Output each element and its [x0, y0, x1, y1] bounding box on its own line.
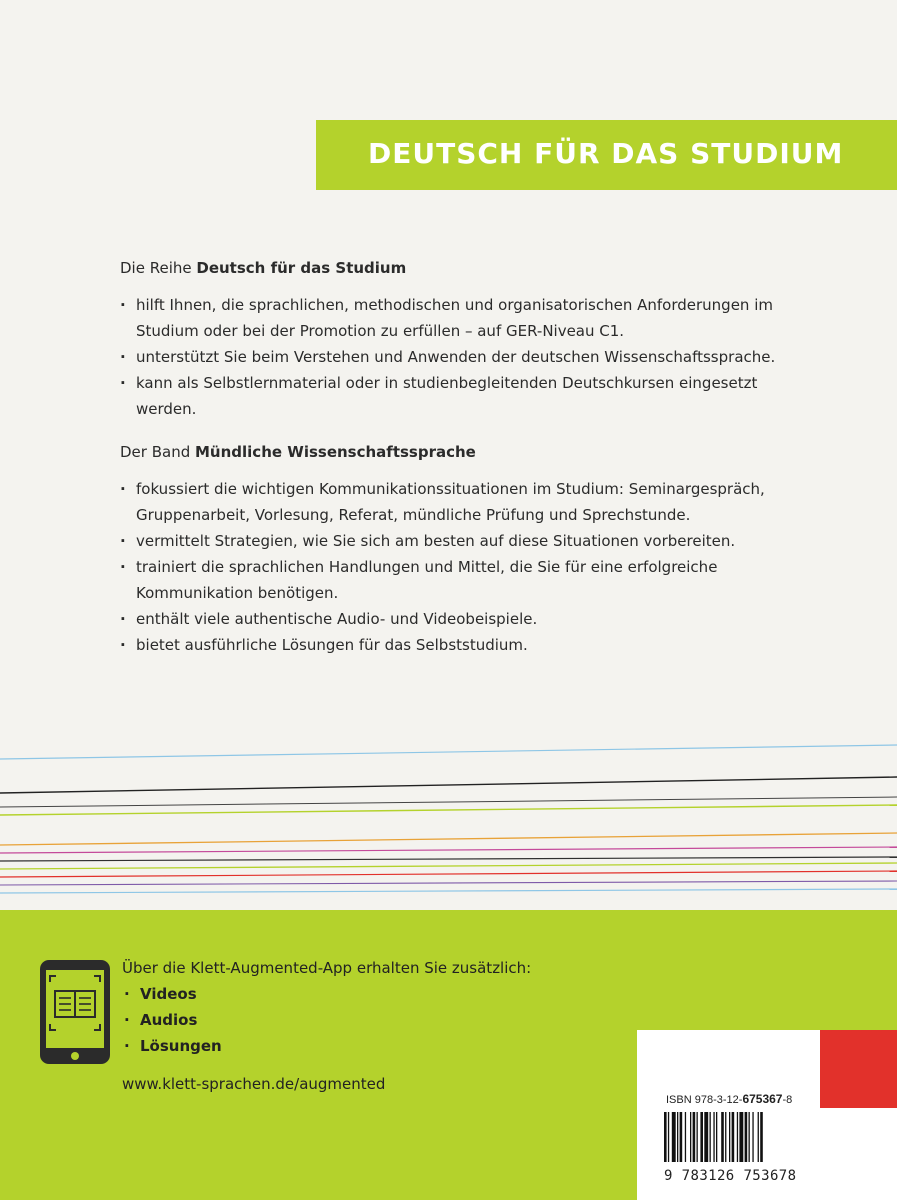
list-item: · bietet ausführliche Lösungen für das Selbststudium. [120, 632, 820, 658]
list-item: · unterstützt Sie beim Verstehen und Anwenden der deutschen Wissenschaftssprache. [120, 344, 820, 370]
red-corner-block [820, 1030, 897, 1108]
series-intro [120, 256, 820, 280]
list-item: · Lösungen [122, 1033, 531, 1059]
series-description [120, 256, 820, 422]
volume-intro [120, 440, 820, 464]
list-item: · fokussiert die wichtigen Kommunikationssituationen im Studium: Seminargespräch, Gruppenarbeit, Vorlesung, Referat, mündliche Prüfung und Sprechstunde. [120, 476, 820, 528]
isbn-label [666, 1092, 792, 1106]
app-url-link[interactable]: www.klett-sprachen.de/augmented [122, 1075, 386, 1093]
isbn-prefix: ISBN 978-3-12- [666, 1094, 743, 1106]
series-title: DEUTSCH FÜR DAS STUDIUM [368, 137, 844, 170]
list-item: · Videos [122, 981, 531, 1007]
list-item: · enthält viele authentische Audio- und Videobeispiele. [120, 606, 820, 632]
barcode-digits: 9 783126 753678 [664, 1168, 797, 1184]
volume-description [120, 440, 820, 658]
app-feature-list [122, 981, 531, 1059]
isbn-number: 675367 [742, 1092, 783, 1106]
list-item: · kann als Selbstlernmaterial oder in studienbegleitenden Deutschkursen eingesetzt werden. [120, 370, 820, 422]
list-item: · Audios [122, 1007, 531, 1033]
series-intro-prefix: Die Reihe [120, 259, 197, 277]
app-info [122, 955, 531, 1059]
list-item: · trainiert die sprachlichen Handlungen und Mittel, die Sie für eine erfolgreiche Kommunikation benötigen. [120, 554, 820, 606]
volume-intro-name: Mündliche Wissenschaftssprache [195, 443, 476, 461]
barcode-graphic [663, 1112, 809, 1162]
tablet-icon [38, 958, 112, 1066]
series-banner [316, 120, 897, 190]
app-intro: Über die Klett-Augmented-App erhalten Sie zusätzlich: [122, 959, 532, 977]
list-item: · vermittelt Strategien, wie Sie sich am besten auf diese Situationen vorbereiten. [120, 528, 820, 554]
volume-intro-prefix: Der Band [120, 443, 195, 461]
series-bullet-list [120, 292, 820, 422]
list-item: · hilft Ihnen, die sprachlichen, methodischen und organisatorischen Anforderungen im Studium oder bei der Promotion zu erfüllen – auf GER-Niveau C1. [120, 292, 820, 344]
decorative-lines [0, 735, 897, 910]
isbn-check-digit: -8 [782, 1094, 793, 1106]
series-intro-name: Deutsch für das Studium [196, 259, 407, 277]
volume-bullet-list [120, 476, 820, 658]
